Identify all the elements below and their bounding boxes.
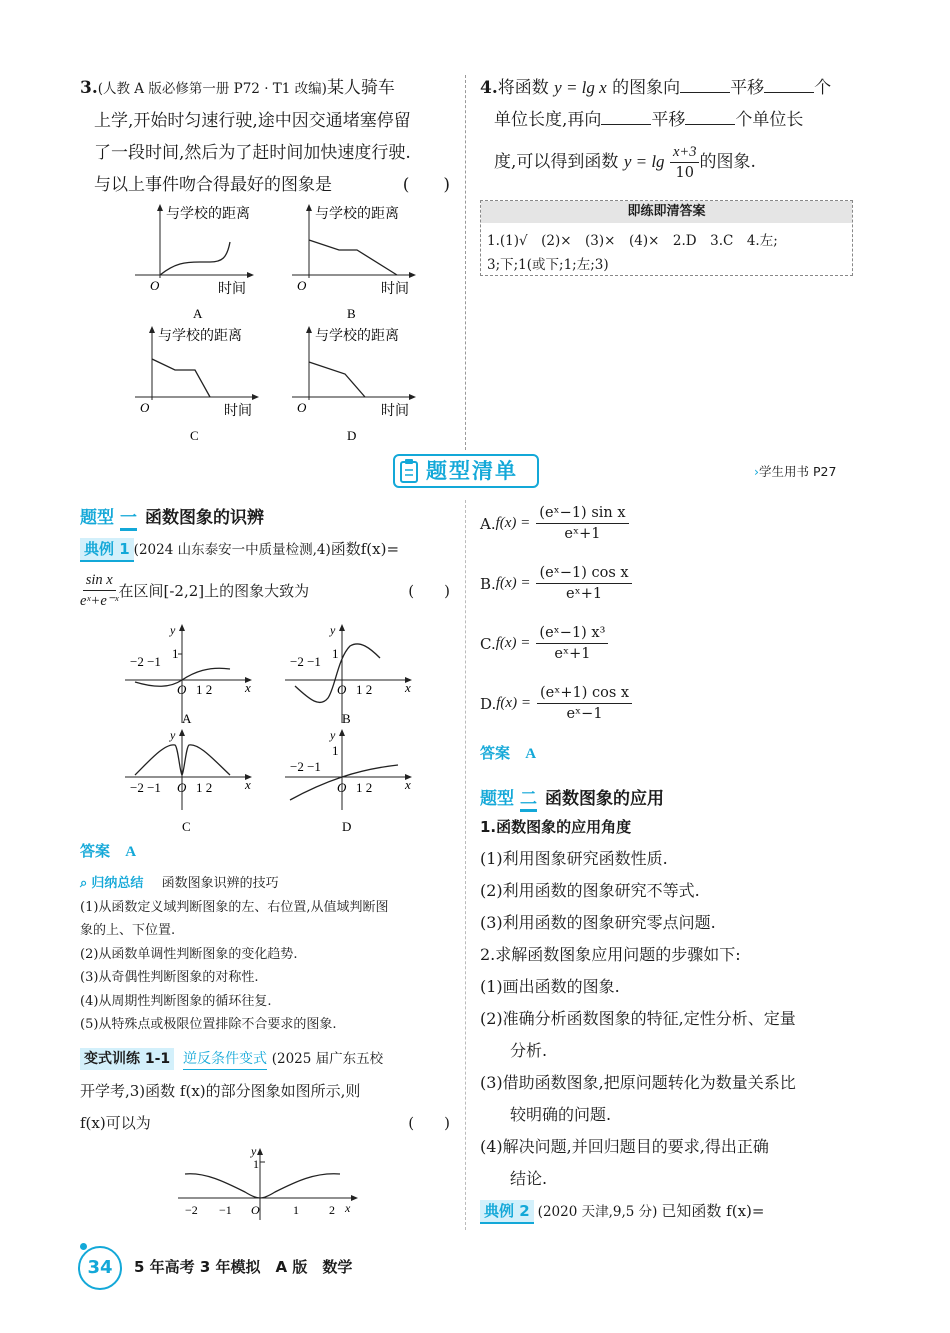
option-d [480,683,632,724]
example-source: (2024 山东泰安一中质量检测,4) [133,542,331,558]
summary-item: (5)从特殊点或极限位置排除不合要求的图象. [80,1017,337,1032]
fraction [536,623,608,664]
svg-text:−2 −1: −2 −1 [130,780,161,795]
type-label: 题型 [80,508,114,528]
question-text: 了一段时间,然后为了赶时间加快速度行驶. [94,143,411,163]
section-title: 题型清单 [426,459,518,483]
answers-line: 3;下;1(或下;1;左;3) [487,257,609,273]
option-label: A [182,711,192,726]
type2-line: 较明确的问题. [510,1105,612,1124]
blank-field[interactable] [685,107,735,125]
svg-text:1: 1 [172,646,179,661]
svg-text:y: y [330,728,336,742]
fraction-numerator: (eˣ−1) sin x [536,503,628,524]
fraction-denominator: 10 [675,165,694,181]
summary-item: 象的上、下位置. [80,923,176,938]
option-lhs: f(x) = [495,515,531,531]
svg-text:−2 −1: −2 −1 [290,759,321,774]
summary-label: 归纳总结 [91,876,144,891]
answer-label: 答案 [80,842,111,860]
fraction-denominator: eˣ+1 [554,646,591,662]
x-axis-label: 时间 [381,404,409,419]
question-text: 度,可以得到函数 [494,152,619,172]
svg-text:y: y [170,623,176,637]
q3-graph-d [287,322,422,447]
option-label: C. [480,634,496,653]
option-label: B [347,306,356,321]
variant-source: (2025 届广东五校 [271,1051,384,1067]
example1-graph-d [280,725,420,840]
answer-paren: ( ) [408,1114,450,1132]
type-title: 函数图象的应用 [545,789,664,809]
fraction [80,570,119,611]
ref-text: 学生用书 P27 [759,464,837,479]
svg-text:O: O [177,780,187,795]
blank-field[interactable] [764,75,814,93]
q3-graph-a [130,200,265,325]
variant-graph [175,1142,365,1222]
svg-text:1 2: 1 2 [196,780,213,795]
svg-text:1 2: 1 2 [196,682,213,697]
fraction-numerator: (eˣ−1) x³ [536,623,608,644]
svg-text:−2 −1: −2 −1 [290,654,321,669]
fraction-denominator: eˣ−1 [566,706,603,722]
x-axis-label: 时间 [218,282,246,297]
answer-variant [480,742,536,763]
y-axis-label: 与学校的距离 [315,207,399,222]
answers-line: 1.(1)√ (2)× (3)× (4)× 2.D 3.C 4.左; [487,233,778,249]
variant-type: 逆反条件变式 [183,1049,267,1070]
summary-block [80,872,460,1037]
svg-text:y: y [170,728,176,742]
type-title: 函数图象的识辨 [145,508,264,528]
origin-label: O [140,400,150,415]
type-number: 二 [520,789,537,812]
function-expr: y = lg x [554,78,607,97]
summary-item: (1)从函数定义域判断图象的左、右位置,从值域判断图 [80,899,389,915]
example1-graph-a [120,618,260,733]
question-text: 单位长度,再向 [494,110,602,130]
question-text: 将函数 [497,78,549,98]
summary-item: (3)从奇偶性判断图象的对称性. [80,970,259,985]
question-text: 个单位长 [735,110,804,130]
blank-field[interactable] [680,75,730,93]
option-label: C [182,819,191,834]
svg-text:−1: −1 [219,1203,232,1217]
answer-value: A [125,844,137,860]
type2-line: 2.求解函数图象应用问题的步骤如下: [480,945,741,964]
example-1 [80,538,460,562]
type2-line: (2)准确分析函数图象的特征,定性分析、定量 [480,1009,796,1028]
example-text: 已知函数 f(x)= [661,1202,765,1220]
type2-line: 1.函数图象的应用角度 [480,818,632,836]
option-c [480,623,608,664]
example-source: (2020 天津,9,5 分) [537,1204,658,1220]
type2-line: (4)解决问题,并回归题目的要求,得出正确 [480,1137,769,1156]
option-label: D [347,428,357,443]
page-number: 34 [78,1246,122,1290]
svg-text:−2: −2 [185,1203,198,1217]
type-number: 一 [120,508,137,531]
fraction [536,503,628,544]
svg-text:1: 1 [332,743,339,758]
svg-text:y: y [330,623,336,637]
svg-text:O: O [337,780,347,795]
type2-line: (2)利用函数的图象研究不等式. [480,881,700,900]
book-title: 5 年高考 3 年模拟 A 版 数学 [134,1258,353,1276]
fraction-denominator: eˣ+1 [565,586,603,602]
q3-graph-c [130,322,265,447]
option-lhs: f(x) = [496,695,531,711]
svg-text:y: y [251,1144,257,1158]
option-label: D [342,819,352,834]
question-text: 的图象. [699,152,756,172]
type1-heading [80,503,264,528]
type2-line: (3)利用函数的图象研究零点问题. [480,913,716,932]
answer-paren: ( ) [408,582,450,600]
option-lhs: f(x) = [495,635,531,651]
variant-text: f(x)可以为 [80,1114,151,1132]
svg-text:1 2: 1 2 [356,780,373,795]
type-label: 题型 [480,789,514,809]
svg-text:x: x [245,680,251,695]
svg-text:x: x [405,680,411,695]
type2-body [480,811,860,1195]
type2-heading [480,784,664,809]
function-expr: y = lg [623,152,665,171]
answer-paren: ( ) [402,175,450,195]
question-3 [80,72,460,201]
svg-text:1: 1 [332,646,339,661]
answers-title: 即练即清答案 [481,201,852,223]
svg-text:x: x [245,777,251,792]
example-tag: 典例 2 [480,1200,534,1224]
type2-line: (1)画出函数的图象. [480,977,620,996]
question-text: 与以上事件吻合得最好的图象是 [94,175,332,195]
example-text: 在区间[-2,2]上的图象大致为 [118,582,310,600]
chevron-right-icon: › [754,464,759,479]
blank-field[interactable] [601,107,651,125]
example1-graph-b [280,618,420,733]
x-axis-label: 时间 [224,404,252,419]
footer-dot [80,1243,87,1250]
question-text: 平移 [730,78,765,98]
option-label: B. [480,574,496,593]
fraction-numerator: sin x [83,570,116,591]
fraction [536,563,631,604]
summary-item: (2)从函数单调性判断图象的变化趋势. [80,946,298,962]
svg-text:O: O [177,682,187,697]
option-lhs: f(x) = [495,575,531,591]
svg-text:O: O [251,1203,260,1217]
variant-1-1 [80,1042,460,1139]
type2-line: (1)利用图象研究函数性质. [480,849,668,868]
svg-text:2: 2 [329,1203,335,1217]
question-4 [480,72,860,183]
option-a [480,503,629,544]
fraction [537,683,632,724]
student-book-ref [754,462,836,480]
fraction-denominator: eˣ+e⁻ˣ [80,593,119,609]
origin-label: O [150,278,160,293]
y-axis-label: 与学校的距离 [315,329,399,344]
origin-label: O [297,400,307,415]
variant-text: 开学考,3)函数 f(x)的部分图象如图所示,则 [80,1082,361,1100]
example-text: 函数f(x)= [330,540,400,558]
variant-tag: 变式训练 1-1 [80,1048,174,1070]
answer-value: A [525,746,537,762]
svg-text:1: 1 [253,1157,259,1171]
example-2 [480,1200,860,1224]
svg-text:O: O [337,682,347,697]
example-tag: 典例 1 [80,538,134,562]
question-text: 个 [814,78,832,98]
fraction-numerator: (eˣ+1) cos x [537,683,632,704]
question-text: 的图象向 [612,78,681,98]
question-number: 3. [80,78,98,98]
answer-1 [80,840,136,861]
fraction-numerator: x+3 [670,142,699,163]
option-label: A [193,306,203,321]
example1-graph-c [120,725,260,840]
pin-icon: ⌕ [80,876,88,891]
svg-text:−2 −1: −2 −1 [130,654,161,669]
x-axis-label: 时间 [381,282,409,297]
fraction [670,142,699,183]
type2-line: 分析. [510,1041,548,1060]
question-number: 4. [480,78,498,98]
y-axis-label: 与学校的距离 [166,207,250,222]
example-1-line2 [80,570,460,611]
y-axis-label: 与学校的距离 [158,329,242,344]
quick-answers-box [480,200,853,276]
summary-item: (4)从周期性判断图象的循环往复. [80,993,272,1009]
type2-line: 结论. [510,1169,548,1188]
column-divider [465,75,466,450]
summary-title: 函数图象识辨的技巧 [161,876,279,891]
q3-graph-b [287,200,422,325]
svg-text:1: 1 [293,1203,299,1217]
option-label: B [342,711,351,726]
option-label: C [190,428,199,443]
option-b [480,563,632,604]
column-divider [465,500,466,1230]
option-label: D. [480,694,497,713]
clipboard-icon [398,458,422,484]
origin-label: O [297,278,307,293]
question-source: (人教 A 版必修第一册 P72 · T1 改编) [97,81,327,97]
question-text: 某人骑车 [326,78,395,98]
fraction-numerator: (eˣ−1) cos x [536,563,631,584]
type2-line: (3)借助函数图象,把原问题转化为数量关系比 [480,1073,796,1092]
question-text: 上学,开始时匀速行驶,途中因交通堵塞停留 [94,111,411,131]
answer-label: 答案 [480,744,511,762]
question-text: 平移 [651,110,686,130]
svg-text:x: x [345,1201,351,1215]
svg-text:x: x [405,777,411,792]
svg-text:1 2: 1 2 [356,682,373,697]
option-label: A. [480,514,496,533]
fraction-denominator: eˣ+1 [564,526,601,542]
